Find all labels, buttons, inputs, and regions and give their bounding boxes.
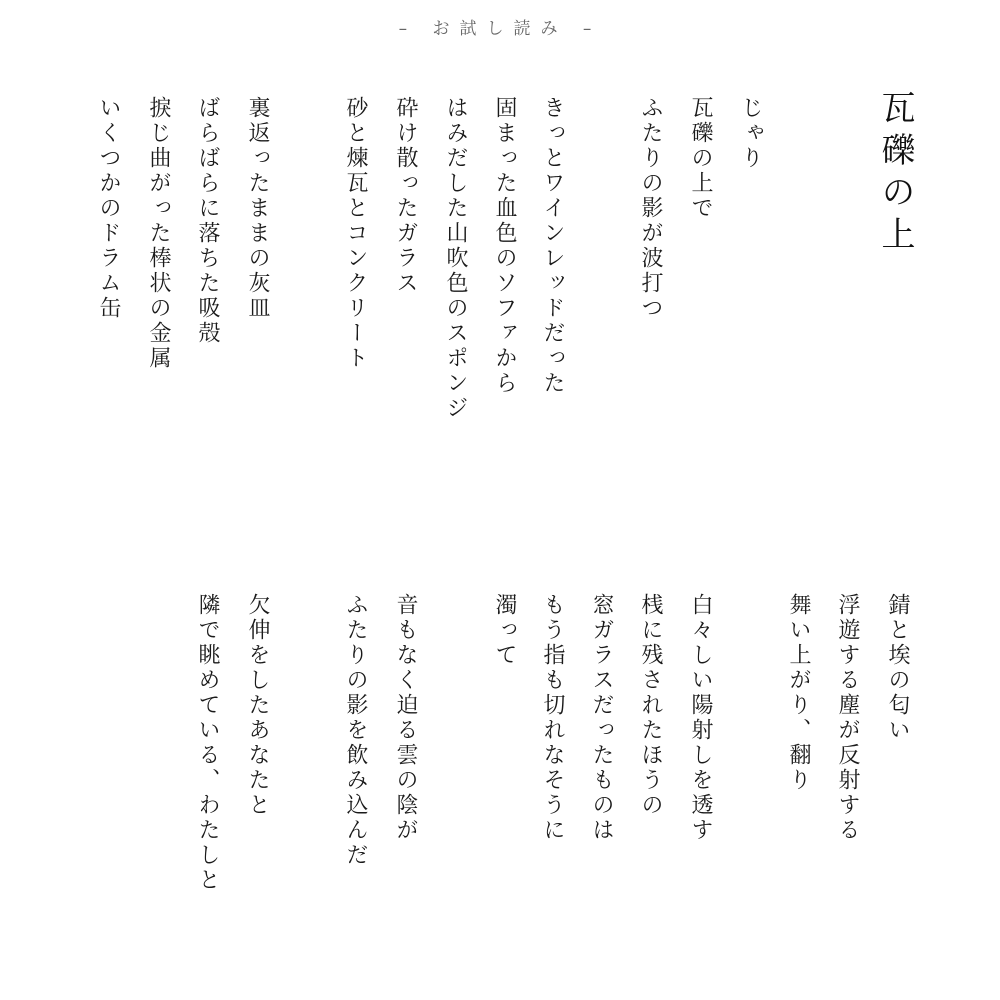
poem-line: 舞い上がり、翻り: [786, 593, 811, 793]
poem-line: 砂と煉瓦とコンクリート: [343, 96, 368, 371]
poem-line: はみだした山吹色のスポンジ: [443, 96, 468, 421]
poem-line: 砕け散ったガラス: [393, 96, 418, 296]
poem-line: 音もなく迫る雲の陰が: [393, 593, 418, 843]
poem-line: 固まった血色のソファから: [492, 96, 517, 396]
poem-line: ばらばらに落ちた吸殻: [195, 96, 220, 346]
poem-line: 窓ガラスだったものは: [589, 593, 614, 843]
poem-line: ふたりの影を飲み込んだ: [343, 593, 368, 868]
poem-line: 欠伸をしたあなたと: [245, 593, 270, 818]
poem-line: 裏返ったままの灰皿: [245, 96, 270, 321]
sample-reading-header: – お試し読み –: [398, 19, 602, 39]
poem-title: 瓦礫の上: [875, 90, 915, 258]
poem-line: ふたりの影が波打つ: [638, 96, 663, 321]
poem-line: もう指も切れなそうに: [540, 593, 565, 843]
poem-line: じゃり: [738, 96, 763, 171]
poem-line: きっとワインレッドだった: [540, 96, 565, 396]
poem-line: 隣で眺めている、わたしと: [195, 593, 220, 893]
poem-line: 濁って: [492, 593, 517, 668]
poem-line: 捩じ曲がった棒状の金属: [146, 96, 171, 371]
poem-line: 瓦礫の上で: [688, 96, 713, 221]
poem-line: いくつかのドラム缶: [96, 96, 121, 321]
poem-line: 錆と埃の匂い: [885, 593, 910, 743]
poem-line: 白々しい陽射しを透す: [688, 593, 713, 843]
poem-line: 浮遊する塵が反射する: [835, 593, 860, 843]
poem-line: 桟に残されたほうの: [638, 593, 663, 818]
